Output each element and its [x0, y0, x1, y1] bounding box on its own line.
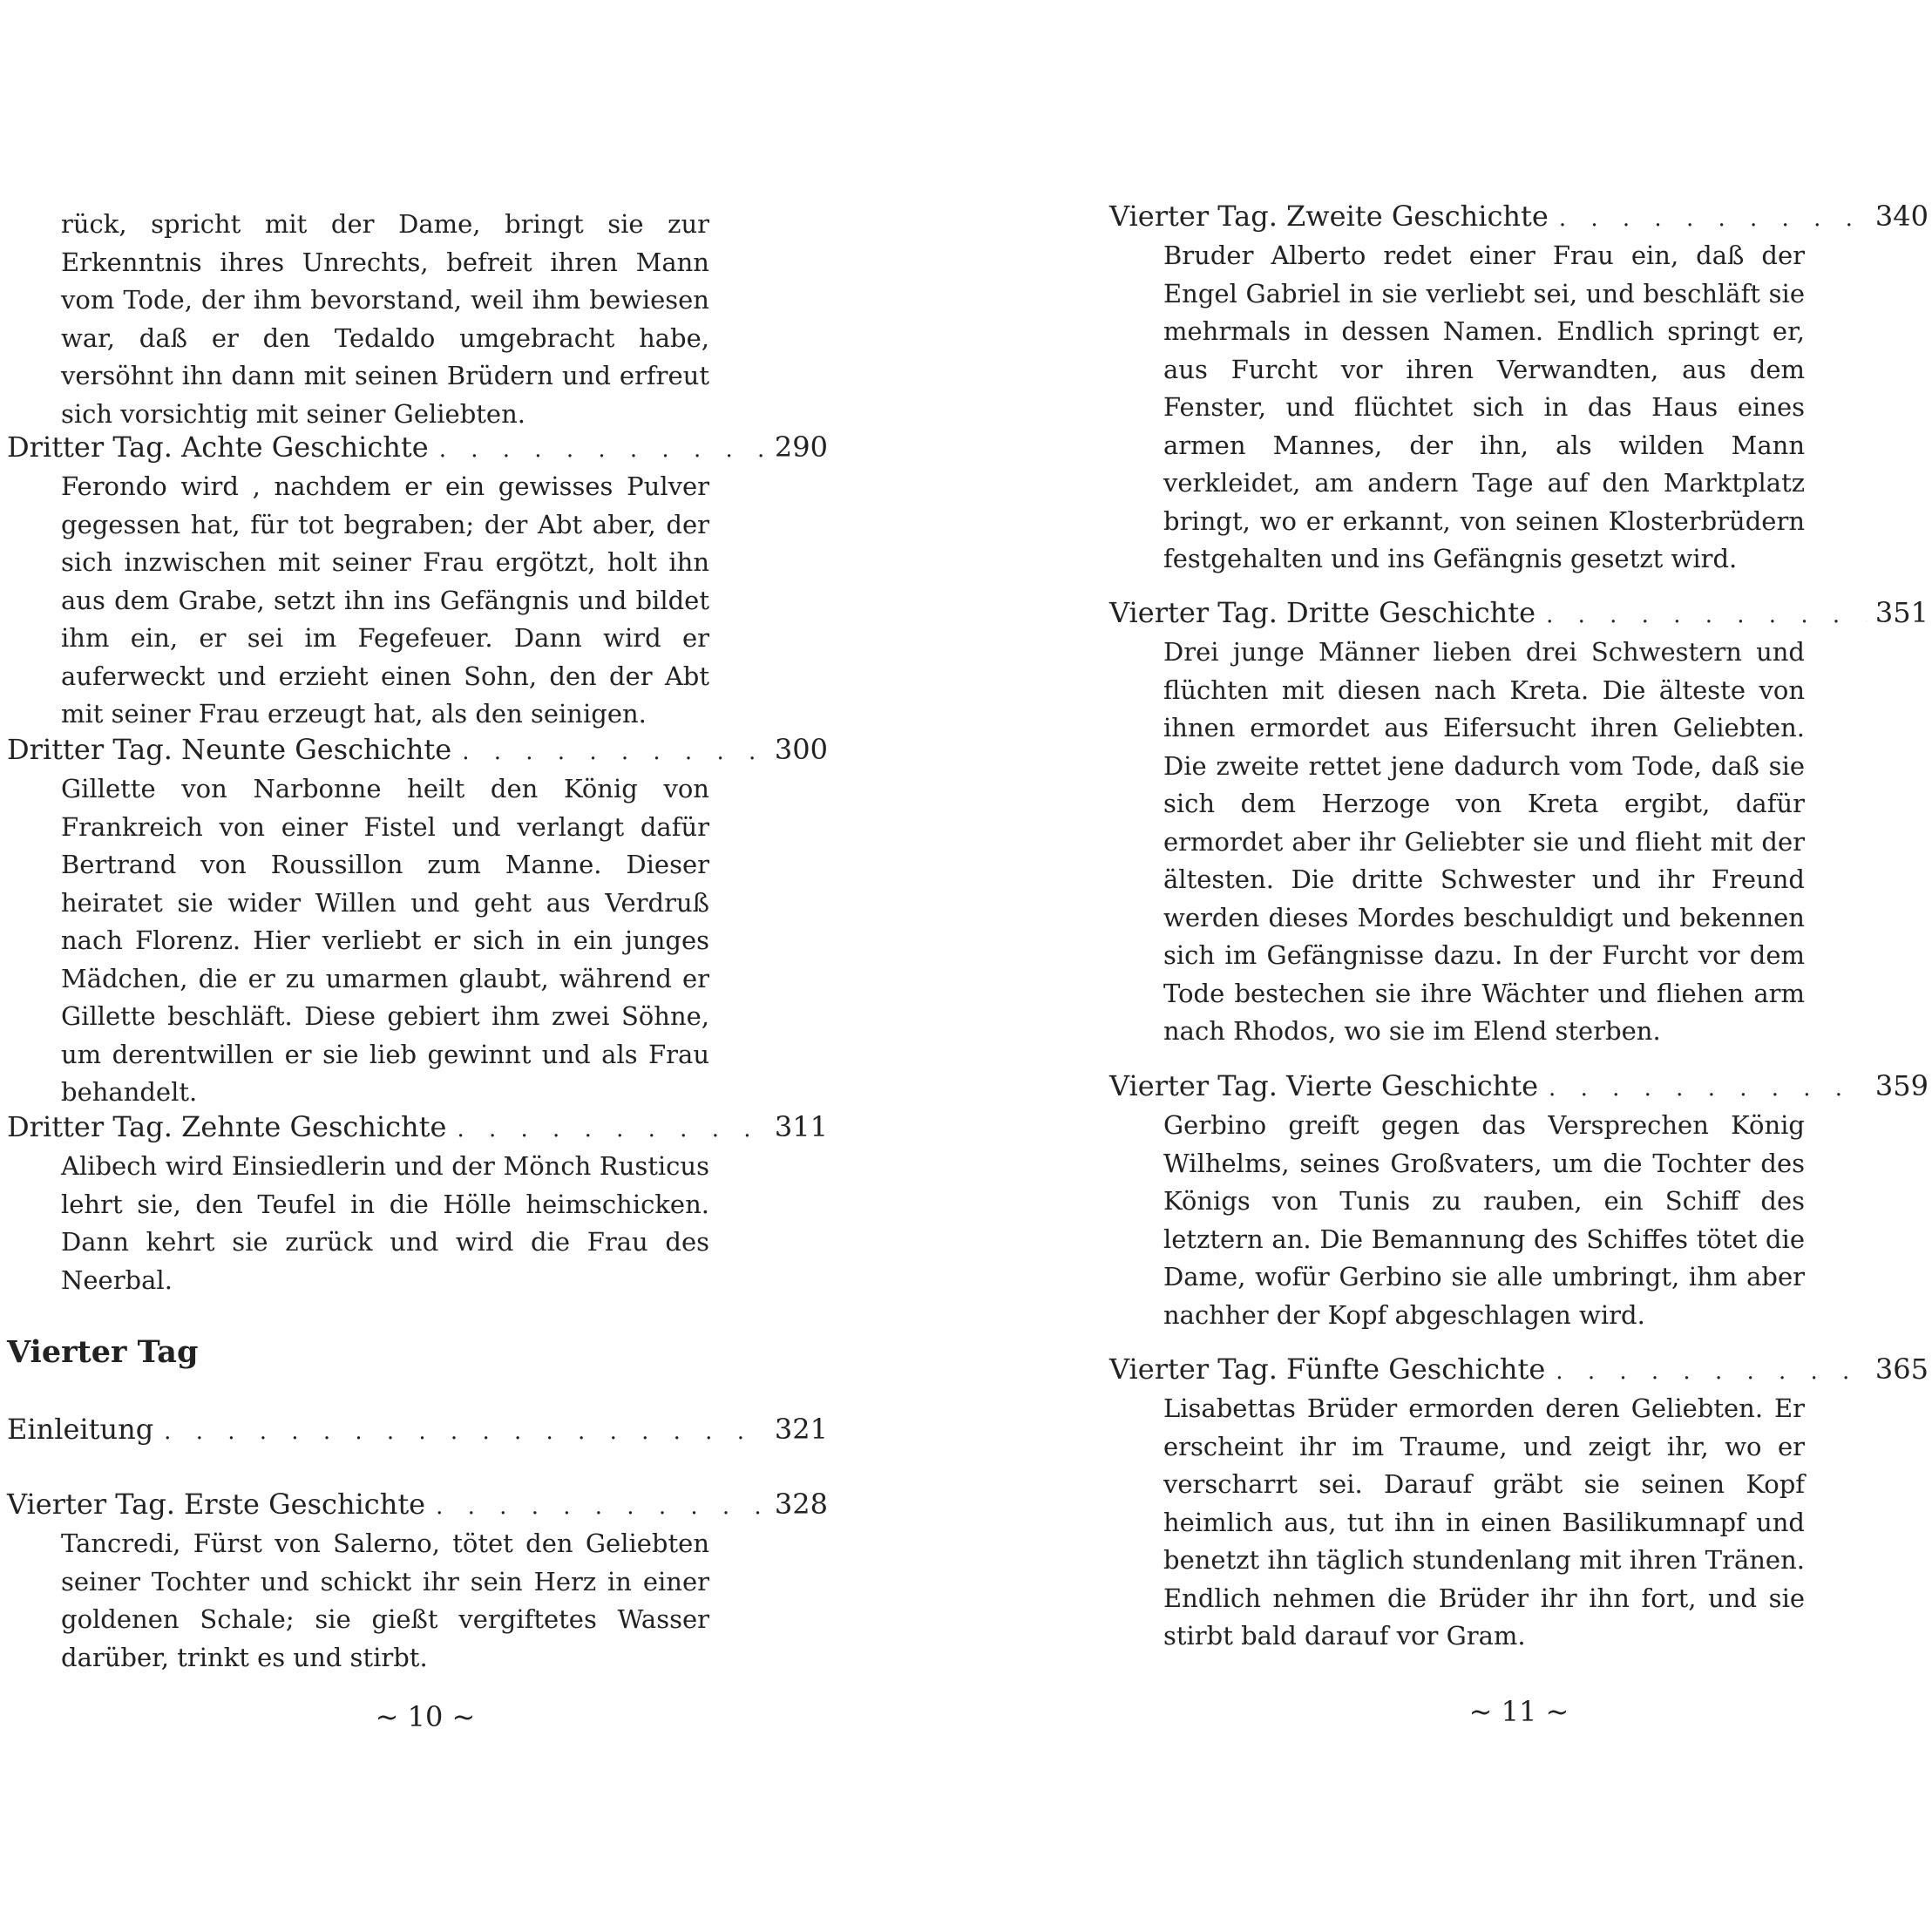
toc-entry-description: Ferondo wird , nachdem er ein gewisses Pulver gegessen hat, für tot begraben; der Abt aber, der sich inzwischen mit seiner Frau ergötzt, holt ihn aus dem Grabe, setzt ihn ins Gefängnis und bildet ihm ein, er sei im Fegefeuer. Dann wird er auferweckt und erzieht einen Sohn, den der Abt mit seiner Frau erzeugt hat, als den seinigen.: [61, 471, 709, 729]
dot-leader: [462, 735, 766, 769]
toc-entry-page-number: 365: [1874, 1352, 1929, 1386]
dot-leader: [1549, 1071, 1867, 1106]
toc-entry-page-number: 321: [774, 1413, 828, 1446]
toc-entry-heading: [1109, 199, 1929, 237]
toc-entry-heading: [7, 1412, 828, 1450]
toc-entry-title: Vierter Tag. Fünfte Geschichte: [1109, 1352, 1546, 1386]
toc-entry-title: Einleitung: [7, 1413, 154, 1446]
toc-entry-description: Gerbino greift gegen das Versprechen König Wilhelms, seines Großvaters, um die Tochter des Königs von Tunis zu rauben, ein Schiff des letztern an. Die Bemannung des Schiffes tötet die Dame, wofür Gerbino sie alle umbringt, ihm aber nachher der Kopf abgeschlagen wird.: [1163, 1110, 1805, 1330]
toc-entry-title: Vierter Tag. Erste Geschichte: [7, 1488, 426, 1521]
toc-entry: [1109, 1352, 1929, 1656]
toc-entry-page-number: 290: [774, 430, 828, 464]
section-title: Vierter Tag: [7, 1334, 199, 1370]
toc-entry-page-number: 340: [1874, 200, 1929, 233]
toc-entry-title: Dritter Tag. Neunte Geschichte: [7, 733, 452, 766]
toc-entry-heading: [7, 732, 828, 770]
toc-entry-title: Dritter Tag. Zehnte Geschichte: [7, 1110, 447, 1143]
toc-entry: [1109, 199, 1929, 579]
dot-leader: [1546, 598, 1867, 633]
dot-leader: [1556, 1354, 1867, 1389]
toc-entry-description: Tancredi, Fürst von Salerno, tötet den Geliebten seiner Tochter und schickt ihr sein Herz in einer goldenen Schale; sie gießt vergiftetes Wasser darüber, trinkt es und stirbt.: [61, 1529, 709, 1672]
toc-entry-heading: [1109, 1068, 1929, 1107]
dot-leader: [457, 1112, 765, 1147]
toc-entry: [7, 1487, 828, 1677]
toc-entry-title: Vierter Tag. Dritte Geschichte: [1109, 596, 1536, 629]
toc-entry: [7, 732, 828, 1112]
toc-entry-heading: [1109, 595, 1929, 634]
toc-entry-heading: [7, 430, 828, 468]
dot-leader: [164, 1414, 766, 1449]
toc-entry-heading: [7, 1109, 828, 1148]
toc-entry: [7, 1412, 828, 1450]
dot-leader: [439, 432, 766, 467]
toc-entry-description: Gillette von Narbonne heilt den König von Frankreich von einer Fistel und verlangt dafür Bertrand von Roussillon zum Manne. Dieser heiratet sie wider Willen und geht aus Verdruß nach Florenz. Hier verliebt er sich in ein junges Mädchen, die er zu umarmen glaubt, während er Gillette beschläft. Diese gebiert ihm zwei Söhne, um derentwillen er sie lieb gewinnt und als Frau behandelt.: [61, 774, 709, 1107]
toc-entry-description: Bruder Alberto redet einer Frau ein, daß der Engel Gabriel in sie verliebt sei, und beschläft sie mehrmals in dessen Namen. Endlich springt er, aus Furcht vor ihren Verwandten, aus dem Fenster, und flüchtet sich in das Haus eines armen Mannes, der ihn, als wilden Mann verkleidet, am andern Tage auf den Marktplatz bringt, wo er erkannt, von seinen Klosterbrüdern festgehalten und ins Gefängnis gesetzt wird.: [1163, 241, 1805, 573]
page-number: ~ 10 ~: [375, 1700, 476, 1733]
toc-entry-page-number: 359: [1874, 1069, 1929, 1102]
page-number: ~ 11 ~: [1468, 1695, 1569, 1728]
toc-entry-title: Vierter Tag. Vierte Geschichte: [1109, 1069, 1539, 1102]
dot-leader: [436, 1489, 766, 1524]
section-heading-block: [7, 1333, 828, 1372]
dot-leader: [1559, 201, 1867, 236]
continuation-text: rück, spricht mit der Dame, bringt sie zur Erkenntnis ihres Unrechts, befreit ihren Mann vom Tode, der ihm bevorstand, weil ihm bewiesen war, daß er den Tedaldo umgebracht habe, versöhnt ihn dann mit seinen Brüdern und erfreut sich vorsichtig mit seiner Geliebten.: [61, 209, 709, 429]
toc-entry-page-number: 300: [774, 733, 828, 766]
toc-entry-page-number: 311: [774, 1110, 828, 1143]
toc-entry: [1109, 1068, 1929, 1334]
toc-entry-heading: [1109, 1352, 1929, 1390]
toc-entry: [7, 1109, 828, 1299]
toc-entry-title: Dritter Tag. Achte Geschichte: [7, 430, 429, 464]
toc-entry-description: Alibech wird Einsiedlerin und der Mönch Rusticus lehrt sie, den Teufel in die Hölle heimschicken. Dann kehrt sie zurück und wird die Frau des Neerbal.: [61, 1151, 709, 1295]
toc-entry-title: Vierter Tag. Zweite Geschichte: [1109, 200, 1549, 233]
toc-entry: [1109, 595, 1929, 1051]
toc-entry-page-number: 351: [1874, 596, 1929, 629]
toc-entry-heading: [7, 1487, 828, 1525]
toc-entry: [7, 430, 828, 734]
continuation-block: [7, 206, 828, 433]
toc-entry-page-number: 328: [774, 1488, 828, 1521]
toc-entry-description: Drei junge Männer lieben drei Schwestern und flüchten mit diesen nach Kreta. Die älteste von ihnen ermordet aus Eifersucht ihren Geliebten. Die zweite rettet jene dadurch vom Tode, daß sie sich dem Herzoge von Kreta ergibt, dafür ermordet aber ihr Geliebter sie und flieht mit der ältesten. Die dritte Schwester und ihr Freund werden dieses Mordes beschuldigt und bekennen sich im Gefängnisse dazu. In der Furcht vor dem Tode bestechen sie ihre Wächter und fliehen arm nach Rhodos, wo sie im Elend sterben.: [1163, 637, 1805, 1046]
toc-entry-description: Lisabettas Brüder ermorden deren Geliebten. Er erscheint ihr im Traume, und zeigt ihr, wo er verscharrt sei. Darauf gräbt sie seinen Kopf heimlich aus, tut ihn in einen Basilikumnapf und benetzt ihn täglich stundenlang mit ihren Tränen. Endlich nehmen die Brüder ihr ihn fort, und sie stirbt bald darauf vor Gram.: [1163, 1393, 1805, 1651]
